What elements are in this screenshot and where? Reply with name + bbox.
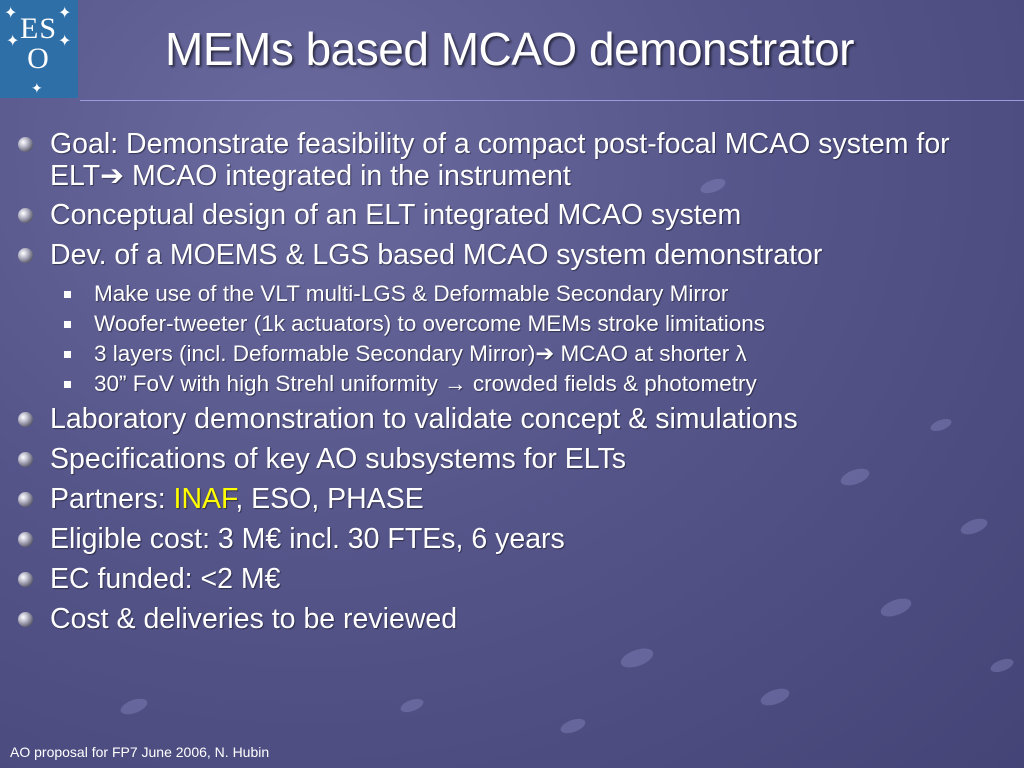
bullet-text: EC funded: <2 M€ (50, 563, 281, 595)
bullet-text: Cost & deliveries to be reviewed (50, 603, 458, 635)
logo-text-bottom: O (27, 42, 50, 75)
square-bullet-icon (64, 291, 71, 298)
star-icon: ✦ (58, 5, 72, 22)
square-bullet-icon (64, 381, 71, 388)
sub-bullet-item (58, 369, 1004, 399)
background-dot (399, 696, 425, 715)
bullet-text: Partners: (50, 483, 174, 515)
bullet-icon (18, 248, 33, 263)
bullet-item (14, 563, 1004, 596)
bullet-item (14, 483, 1004, 516)
bullet-item (14, 403, 1004, 436)
eso-logo (0, 0, 78, 98)
bullet-item (14, 128, 1004, 192)
arrow-icon: ➔ (100, 160, 125, 192)
bullet-icon (18, 412, 33, 427)
slide-title: MEMs based MCAO demonstrator (165, 23, 855, 75)
background-dot (559, 716, 588, 736)
bullet-text: Dev. of a MOEMS & LGS based MCAO system demonstrator (50, 239, 823, 271)
sub-bullet-item (58, 279, 1004, 309)
logo-letters (20, 14, 57, 74)
star-icon: ✦ (31, 80, 43, 96)
bullet-text: Eligible cost: 3 M€ incl. 30 FTEs, 6 years (50, 523, 565, 555)
star-icon: ✦ (6, 33, 20, 50)
bullet-icon (18, 452, 33, 467)
bullet-item (14, 199, 1004, 232)
bullet-icon (18, 208, 33, 223)
bullet-text: Laboratory demonstration to validate concept & simulations (50, 403, 798, 435)
bullet-text: , ESO, PHASE (235, 483, 424, 515)
sub-bullet-item (58, 339, 1004, 369)
highlighted-partner: INAF (173, 483, 236, 515)
background-dot (989, 656, 1015, 675)
logo-text-top: ES (20, 12, 58, 45)
bullet-text: Conceptual design of an ELT integrated MCAO system (50, 199, 742, 231)
sub-bullet-text: 3 layers (incl. Deformable Secondary Mirror) (94, 341, 536, 366)
bullet-text: Goal: Demonstrate feasibility of a compact post-focal MCAO system for ELT (50, 128, 950, 192)
bullet-text: MCAO integrated in the instrument (124, 160, 571, 192)
bullet-icon (18, 612, 33, 627)
arrow-icon: → (444, 371, 467, 396)
bullet-text: Specifications of key AO subsystems for ELTs (50, 443, 627, 475)
bullet-icon (18, 137, 33, 152)
sub-bullet-text: crowded fields & photometry (466, 371, 757, 396)
square-bullet-icon (64, 321, 71, 328)
square-bullet-icon (64, 351, 71, 358)
background-dot (618, 645, 655, 672)
sub-bullet-text: MCAO at shorter λ (554, 341, 747, 366)
bullet-icon (18, 572, 33, 587)
bullet-item (14, 523, 1004, 556)
sub-bullet-item (58, 309, 1004, 339)
bullet-item (14, 603, 1004, 636)
title-divider (80, 100, 1024, 101)
bullet-item (14, 239, 1004, 272)
bullet-icon (18, 532, 33, 547)
background-dot (759, 685, 792, 708)
star-icon: ✦ (4, 5, 18, 22)
bullet-list (14, 128, 1004, 643)
bullet-item (14, 443, 1004, 476)
slide-footer: AO proposal for FP7 June 2006, N. Hubin (10, 744, 270, 760)
bullet-icon (18, 492, 33, 507)
sub-bullet-text: Make use of the VLT multi-LGS & Deformable Secondary Mirror (94, 281, 729, 306)
background-dot (119, 696, 150, 718)
sub-bullet-list (14, 279, 1004, 399)
star-icon: ✦ (58, 33, 72, 50)
sub-bullet-text: Woofer-tweeter (1k actuators) to overcome MEMs stroke limitations (94, 311, 766, 336)
arrow-icon: ➔ (535, 341, 555, 366)
sub-bullet-text: 30” FoV with high Strehl uniformity (94, 371, 445, 396)
